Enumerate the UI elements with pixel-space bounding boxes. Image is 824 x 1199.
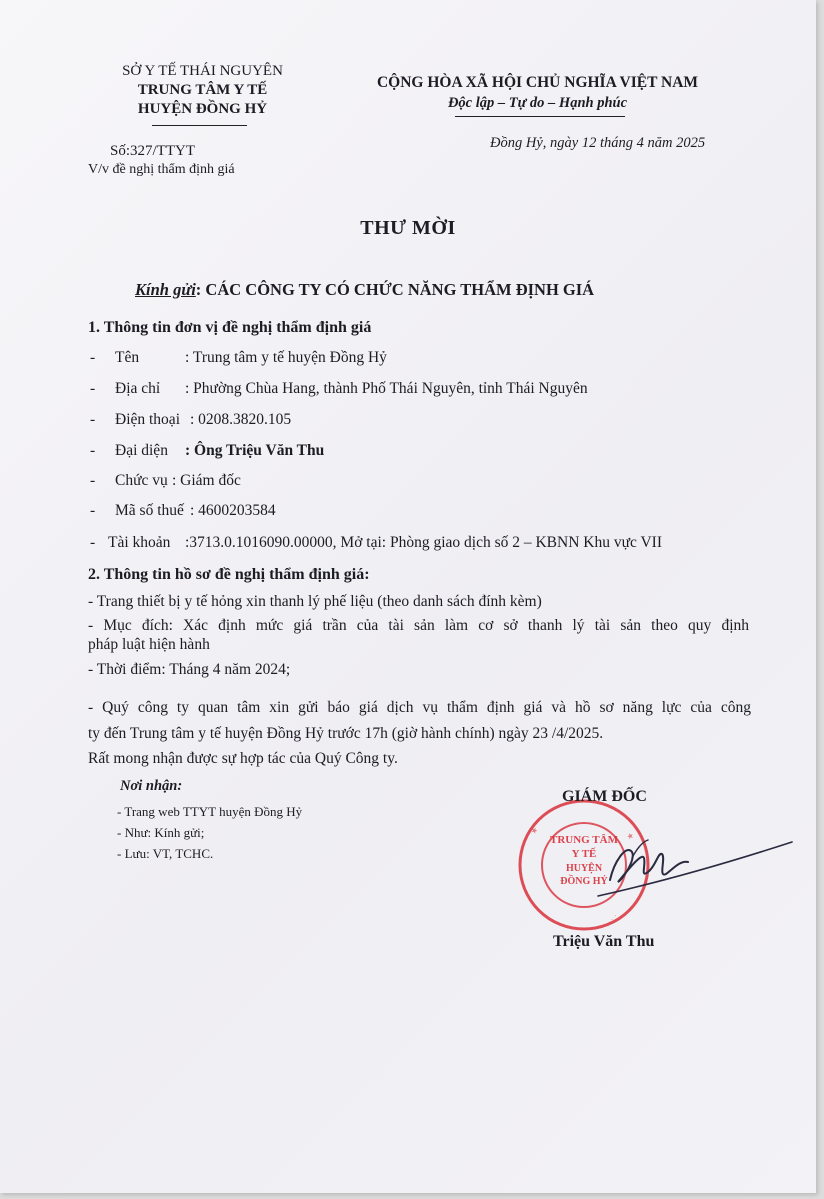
signatory-name: Triệu Văn Thu (553, 933, 655, 950)
document-subject: V/v đề nghị thẩm định giá (88, 162, 235, 177)
agency-underline (152, 125, 247, 126)
national-motto: Độc lập – Tự do – Hạnh phúc (447, 95, 628, 111)
section-2-heading: 2. Thông tin hồ sơ đề nghị thẩm định giá: (88, 566, 370, 583)
info-key: Chức vụ (115, 472, 168, 489)
info-value: : Trung tâm y tế huyện Đồng Hỷ (185, 349, 387, 366)
stamp-text: TRUNG TÂM (550, 834, 618, 846)
svg-text:· · ·: · · · (604, 911, 620, 927)
section-1-heading: 1. Thông tin đơn vị đề nghị thẩm định giá (88, 319, 372, 336)
info-key: Tên (115, 349, 140, 366)
svg-text:★: ★ (528, 825, 541, 837)
recipient-value: : CÁC CÔNG TY CÓ CHỨC NĂNG THẨM ĐỊNH GIÁ (195, 280, 595, 299)
info-value: : Ông Triệu Văn Thu (185, 442, 325, 459)
info-key: Tài khoản (108, 534, 171, 551)
issuing-agency (95, 62, 310, 119)
request-line-1: - Quý công ty quan tâm xin gửi báo giá dịch vụ thẩm định giá và hồ sơ năng lực của công (88, 699, 751, 716)
svg-text:· · ·: · · · (519, 883, 534, 899)
request-line-2: ty đến Trung tâm y tế huyện Đồng Hỷ trước 17h (giờ hành chính) ngày 23 /4/2025. (88, 725, 604, 742)
motto-underline (455, 116, 625, 117)
agency-line-3: HUYỆN ĐỒNG HỶ (137, 101, 268, 117)
letter-title: THƯ MỜI (360, 217, 456, 239)
national-title: CỘNG HÒA XÃ HỘI CHỦ NGHĨA VIỆT NAM (376, 74, 699, 91)
stamp-text: ĐỒNG HỶ (560, 876, 608, 887)
device-line: - Trang thiết bị y tế hỏng xin thanh lý phế liệu (theo danh sách đính kèm) (88, 593, 542, 610)
recipient-item: - Trang web TTYT huyện Đồng Hỷ (117, 804, 303, 819)
signatory-title: GIÁM ĐỐC (562, 788, 647, 805)
purpose-line-2: pháp luật hiện hành (88, 636, 210, 653)
purpose-line-1: - Mục đích: Xác định mức giá trần của tài sản làm cơ sở thanh lý tài sản theo quy định (88, 617, 749, 634)
recipient-label: Kính gửi (135, 280, 196, 299)
info-key: Địa chỉ (115, 380, 161, 397)
agency-line-1: SỞ Y TẾ THÁI NGUYÊN (122, 63, 283, 79)
info-value: : 4600203584 (190, 502, 276, 519)
recipient-line (135, 280, 594, 300)
info-value: : 0208.3820.105 (190, 411, 292, 428)
recipient-item: - Như: Kính gửi; (117, 825, 205, 840)
info-key: Đại diện (115, 442, 168, 459)
recipient-item: - Lưu: VT, TCHC. (117, 846, 214, 861)
recipients-label: Nơi nhận: (120, 778, 183, 794)
info-key: Điện thoại (115, 411, 180, 428)
document-number: Số:327/TTYT (110, 143, 195, 159)
info-value: : Phường Chùa Hang, thành Phố Thái Nguyên, tỉnh Thái Nguyên (185, 380, 588, 397)
stamp-text: Y TẾ (571, 848, 597, 860)
svg-text:★: ★ (624, 830, 636, 842)
handwritten-signature (592, 822, 797, 902)
time-line: - Thời điểm: Tháng 4 năm 2024; (88, 661, 291, 678)
agency-line-2: TRUNG TÂM Y TẾ (137, 82, 268, 98)
stamp-text: HUYỆN (565, 863, 603, 874)
info-key: Mã số thuế (115, 502, 184, 519)
date-line: Đồng Hỷ, ngày 12 tháng 4 năm 2025 (490, 135, 706, 151)
closing-line: Rất mong nhận được sự hợp tác của Quý Công ty. (88, 750, 398, 767)
info-value: : Giám đốc (172, 472, 241, 489)
info-value: :3713.0.1016090.00000, Mở tại: Phòng giao dịch số 2 – KBNN Khu vực VII (185, 534, 662, 551)
document-page: SỞ Y TẾ THÁI NGUYÊN TRUNG TÂM Y TẾ HUYỆN ĐỒNG HỶ Số:327/TTYT V/v đề nghị thẩm định giá CỘNG HÒA XÃ HỘI CHỦ NGHĨA VIỆT NAM Độc lập – Tự do – Hạnh phúc Đồng Hỷ, ngày 12 tháng 4 năm 2025 THƯ MỜI Kính gửi: CÁC CÔNG TY CÓ CHỨC NĂNG THẨM ĐỊNH GIÁ 1. Thông tin đơn vị đề nghị thẩm định giá - Tên : Trung tâm y tế huyện Đồng Hỷ - Địa chỉ : Phường Chùa Hang, thành Phố Thái Nguyên, tỉnh Thái Nguyên - Điện thoại : 0208.3820.105 - Đại diện : Ông Triệu Văn Thu - Chức vụ : Giám đốc - Mã số thuế : 4600203584 - Tài khoản :3713.0.1016090.00000, Mở tại: Phòng giao dịch số 2 – KBNN Khu vực VII 2. Thông tin hồ sơ đề nghị thẩm định giá: - Trang thiết bị y tế hỏng xin thanh lý phế liệu (theo danh sách đính kèm) - Mục đích: Xác định mức giá trần của tài sản làm cơ sở thanh lý tài sản theo quy định pháp luật hiện hành - Thời điểm: Tháng 4 năm 2024; - Quý công ty quan tâm xin gửi báo giá dịch vụ thẩm định giá và hồ sơ năng lực của công ty đến Trung tâm y tế huyện Đồng Hỷ trước 17h (giờ hành chính) ngày 23 /4/2025. Rất mong nhận được sự hợp tác của Quý Công ty. Nơi nhận: - Trang web TTYT huyện Đồng Hỷ - Như: Kính gửi; - Lưu: VT, TCHC. ★ ★ · · · · · · TRUNG TÂM Y TẾ HUYỆN ĐỒNG HỶ GIÁM ĐỐC Triệu Văn Thu (0, 0, 816, 1193)
